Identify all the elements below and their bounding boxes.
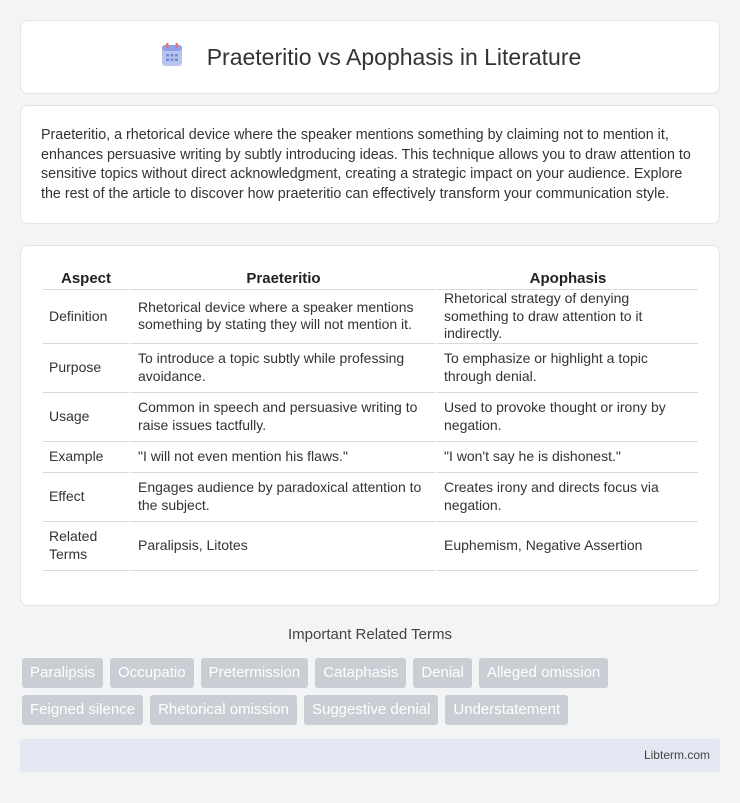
- row-apophasis: To emphasize or highlight a topic through denial.: [435, 344, 698, 393]
- tag-cataphasis[interactable]: Cataphasis: [315, 658, 406, 688]
- intro-card: [20, 105, 720, 224]
- row-apophasis: Rhetorical strategy of denying something to draw attention to it indirectly.: [435, 290, 698, 344]
- row-praeteritio: Common in speech and persuasive writing to raise issues tactfully.: [129, 393, 435, 442]
- row-praeteritio: Engages audience by paradoxical attention to the subject.: [129, 473, 435, 522]
- row-aspect: Effect: [43, 473, 129, 522]
- header-praeteritio: Praeteritio: [129, 266, 435, 290]
- tag-alleged-omission[interactable]: Alleged omission: [479, 658, 608, 688]
- table-header-row: [43, 266, 698, 290]
- row-apophasis: "I won't say he is dishonest.": [435, 442, 698, 473]
- footer-site-link[interactable]: Libterm.com: [643, 748, 710, 762]
- row-apophasis: Euphemism, Negative Assertion: [435, 522, 698, 571]
- table-row: [43, 290, 698, 344]
- row-aspect: Purpose: [43, 344, 129, 393]
- header-aspect: Aspect: [43, 266, 129, 290]
- row-praeteritio: Paralipsis, Litotes: [129, 522, 435, 571]
- related-terms-title: Important Related Terms: [288, 626, 452, 643]
- tag-row: [22, 695, 722, 725]
- page-title: Praeteritio vs Apophasis in Literature: [206, 43, 582, 70]
- tag-pretermission[interactable]: Pretermission: [201, 658, 309, 688]
- intro-text: Praeteritio, a rhetorical device where the speaker mentions something by claiming not to mention it, enhances persuasive writing by subtly introducing ideas. This technique allows you to draw attention to sensitive topics without direct acknowledgment, creating a strategic impact on your audience. Explore the rest of the article to discover how praeteritio can effectively transform your communication style.: [41, 127, 691, 202]
- row-aspect: Example: [43, 442, 129, 473]
- row-apophasis: Used to provoke thought or irony by negation.: [435, 393, 698, 442]
- row-aspect: Definition: [43, 290, 129, 344]
- row-apophasis: Creates irony and directs focus via negation.: [435, 473, 698, 522]
- table-row: [43, 442, 698, 473]
- tag-occupatio[interactable]: Occupatio: [110, 658, 194, 688]
- table-row: [43, 393, 698, 442]
- tag-rhetorical-omission[interactable]: Rhetorical omission: [150, 695, 297, 725]
- table-row: [43, 344, 698, 393]
- tag-paralipsis[interactable]: Paralipsis: [22, 658, 103, 688]
- header-apophasis: Apophasis: [435, 266, 698, 290]
- comparison-table: [43, 266, 698, 571]
- tag-feigned-silence[interactable]: Feigned silence: [22, 695, 143, 725]
- comparison-table-card: [20, 245, 720, 606]
- tag-understatement[interactable]: Understatement: [445, 695, 568, 725]
- row-aspect: Usage: [43, 393, 129, 442]
- related-terms-tags: [22, 658, 722, 732]
- table-row: [43, 473, 698, 522]
- tag-denial[interactable]: Denial: [413, 658, 472, 688]
- table-row: [43, 522, 698, 571]
- tag-suggestive-denial[interactable]: Suggestive denial: [304, 695, 438, 725]
- row-aspect: Related Terms: [43, 522, 129, 571]
- footer: [20, 739, 720, 772]
- row-praeteritio: "I will not even mention his flaws.": [129, 442, 435, 473]
- row-praeteritio: To introduce a topic subtly while professing avoidance.: [129, 344, 435, 393]
- row-praeteritio: Rhetorical device where a speaker mentions something by stating they will not mention it.: [129, 290, 435, 344]
- header-card: [20, 20, 720, 94]
- document-icon: [159, 42, 185, 68]
- tag-row: [22, 658, 722, 688]
